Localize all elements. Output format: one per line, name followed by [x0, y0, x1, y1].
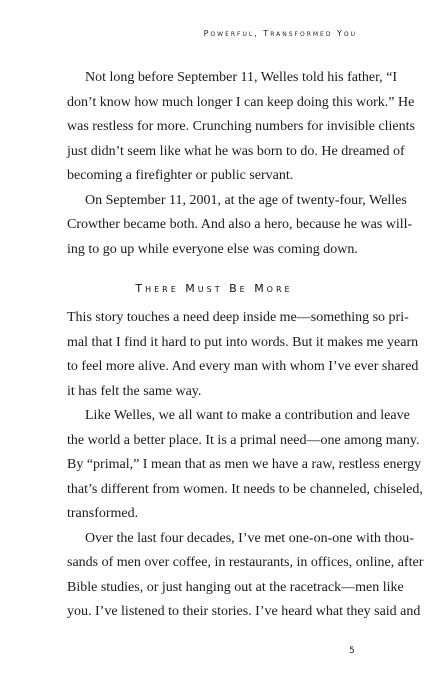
text-line: was restless for more. Crunching numbers for invisible clients	[67, 119, 415, 134]
text-line: ing to go up while everyone else was coming down.	[67, 241, 358, 257]
text-line: becoming a firefighter or public servant.	[67, 168, 294, 183]
text-line: don’t know how much longer I can keep doing this work.” He	[67, 94, 415, 110]
text-line: sands of men over coffee, in restaurants, in offices, online, after	[67, 555, 424, 570]
paragraph	[67, 66, 415, 189]
text-line: Crowther became both. And also a hero, because he was will-	[67, 217, 413, 232]
text-line: the world a better place. It is a primal need—one among many.	[67, 432, 420, 448]
paragraph	[67, 404, 423, 527]
text-line: By “primal,” I mean that as men we have a raw, restless energy	[67, 457, 422, 472]
text-line: Over the last four decades, I’ve met one-on-one with thou-	[85, 530, 414, 546]
paragraph	[67, 306, 419, 404]
paragraph	[67, 189, 413, 263]
text-line: just didn’t seem like what he was born to do. He dreamed of	[67, 143, 405, 159]
text-line: transformed.	[67, 506, 139, 521]
text-line: On September 11, 2001, at the age of twenty-four, Welles	[85, 192, 407, 208]
text-line: to feel more alive. And every man with whom I’ve ever shared	[67, 359, 419, 374]
top-text-block	[67, 66, 415, 262]
text-line: you. I’ve listened to their stories. I’ve heard what they said and	[67, 604, 421, 619]
page-number: 5	[349, 646, 355, 656]
text-line: that’s different from women. It needs to be channeled, chiseled,	[67, 481, 423, 497]
text-line: Like Welles, we all want to make a contribution and leave	[85, 408, 410, 423]
text-line: This story touches a need deep inside me—something so pri-	[67, 310, 409, 325]
text-line: Bible studies, or just hanging out at the racetrack—men like	[67, 579, 404, 595]
running-head: Powerful, Transformed You	[203, 29, 357, 38]
text-line: Not long before September 11, Welles told his father, “I	[85, 70, 398, 85]
text-line: it has felt the same way.	[67, 383, 202, 399]
section-title: There Must Be More	[135, 282, 293, 295]
paragraph	[67, 527, 424, 625]
bottom-text-block	[67, 306, 424, 625]
text-line: mal that I find it hard to put into words. But it makes me yearn	[67, 334, 419, 350]
